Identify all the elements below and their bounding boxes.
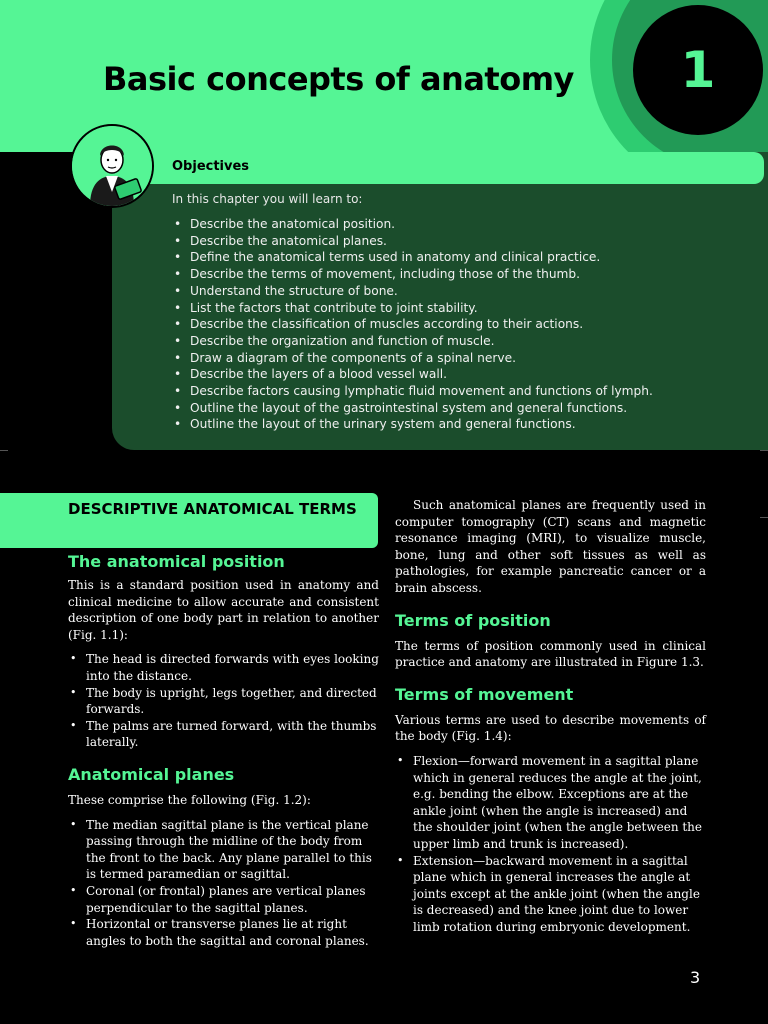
crop-mark: [760, 517, 768, 518]
list-item: • The median sagittal plane is the vertical plane passing through the midline of the body from the front to the back. Any plane parallel to this is termed paramedian or sagittal.: [68, 817, 379, 883]
list-item: • Coronal (or frontal) planes are vertical planes perpendicular to the sagittal planes.: [68, 883, 379, 916]
list-item: • Extension—backward movement in a sagittal plane which in general increases the angle at joints except at the ankle joint (when the angle is decreased) and the knee joint due to lower limb rotation during embryonic development.: [395, 853, 706, 936]
chapter-number: 1: [680, 41, 716, 99]
list-item: • Describe the classification of muscles according to their actions.: [172, 316, 752, 333]
crop-mark: [760, 450, 768, 451]
paragraph-terms-of-movement: Various terms are used to describe movements of the body (Fig. 1.4):: [395, 712, 706, 744]
list-item: • Describe factors causing lymphatic fluid movement and functions of lymph.: [172, 383, 752, 400]
chapter-number-badge: [633, 5, 763, 135]
paragraph-anatomical-position: This is a standard position used in anatomy and clinical medicine to allow accurate and consistent description of one body part in relation to another (Fig. 1.1):: [68, 578, 379, 642]
list-item: • Draw a diagram of the components of a spinal nerve.: [172, 350, 752, 367]
anatomical-position-list: [68, 651, 379, 751]
list-item: • The palms are turned forward, with the thumbs laterally.: [68, 718, 379, 751]
objectives-list: [172, 216, 752, 433]
page-number: 3: [690, 968, 701, 987]
list-item: • Describe the terms of movement, including those of the thumb.: [172, 266, 752, 283]
heading-terms-of-movement: Terms of movement: [395, 684, 574, 704]
list-item: • List the factors that contribute to joint stability.: [172, 300, 752, 317]
list-item: • Outline the layout of the gastrointestinal system and general functions.: [172, 400, 752, 417]
list-item: • Describe the anatomical position.: [172, 216, 752, 233]
list-item: • Flexion—forward movement in a sagittal plane which in general reduces the angle at the joint, e.g. bending the elbow. Exceptions are at the ankle joint (when the angle is increased) and the shoulder joint (when the angle between the upper limb and trunk is increased).: [395, 753, 706, 853]
list-item: • Define the anatomical terms used in anatomy and clinical practice.: [172, 249, 752, 266]
heading-terms-of-position: Terms of position: [395, 610, 551, 630]
list-item: • Outline the layout of the urinary system and general functions.: [172, 416, 752, 433]
paragraph-planes-imaging: Such anatomical planes are frequently used in computer tomography (CT) scans and magnetic resonance imaging (MRI), to visualize muscle, bone, lung and other soft tissues as well as pathologies, for example pancreatic cancer or a brain abscess.: [395, 498, 706, 595]
section-title: DESCRIPTIVE ANATOMICAL TERMS: [68, 500, 357, 518]
list-item: • Describe the layers of a blood vessel wall.: [172, 366, 752, 383]
objectives-intro: In this chapter you will learn to:: [172, 192, 363, 206]
list-item: • Horizontal or transverse planes lie at right angles to both the sagittal and coronal planes.: [68, 916, 379, 949]
right-column: [395, 497, 706, 935]
heading-anatomical-planes: Anatomical planes: [68, 764, 235, 784]
paragraph-anatomical-planes: These comprise the following (Fig. 1.2):: [68, 792, 311, 807]
paragraph-terms-of-position: The terms of position commonly used in clinical practice and anatomy are illustrated in Figure 1.3.: [395, 638, 706, 670]
objectives-title: Objectives: [172, 159, 250, 174]
list-item: • The head is directed forwards with eyes looking into the distance.: [68, 651, 379, 684]
left-column: [68, 552, 379, 949]
terms-of-movement-list: [395, 753, 706, 936]
list-item: • Understand the structure of bone.: [172, 283, 752, 300]
crop-mark: [0, 450, 8, 451]
heading-anatomical-position: The anatomical position: [68, 552, 285, 571]
list-item: • Describe the organization and function of muscle.: [172, 333, 752, 350]
list-item: • Describe the anatomical planes.: [172, 233, 752, 250]
chapter-title: Basic concepts of anatomy: [103, 60, 574, 98]
student-avatar-icon: [70, 124, 154, 208]
anatomical-planes-list: [68, 817, 379, 950]
list-item: • The body is upright, legs together, and directed forwards.: [68, 685, 379, 718]
